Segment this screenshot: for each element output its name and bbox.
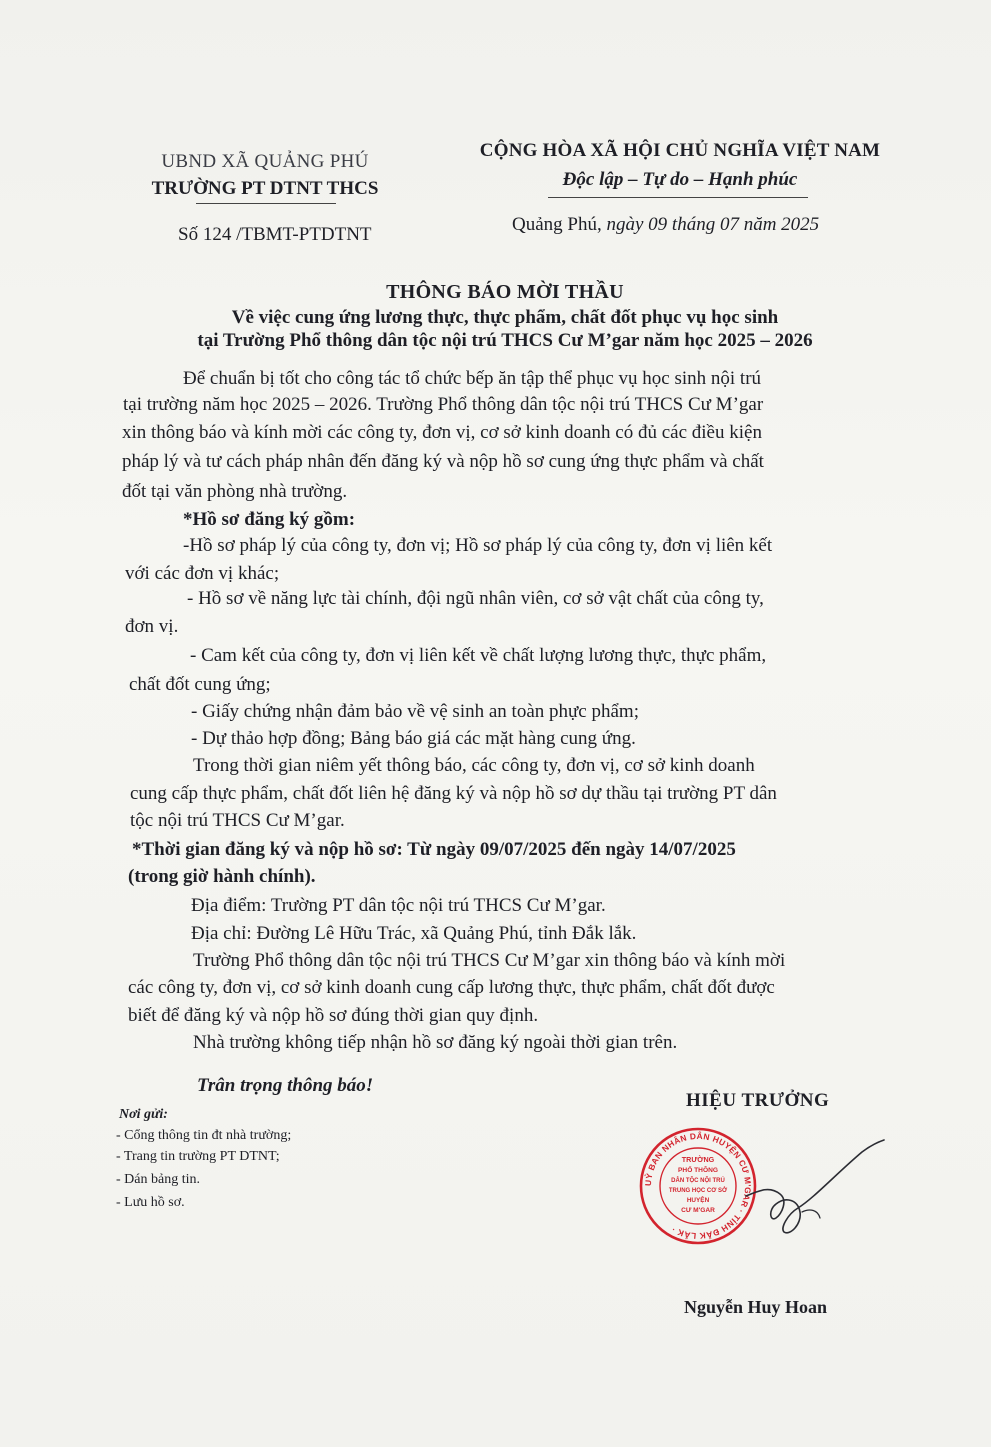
issuing-authority-block [100, 148, 430, 202]
date-value: ngày 09 tháng 07 năm 2025 [601, 214, 820, 235]
seal-center-line: CƯ M'GAR [681, 1207, 715, 1214]
invite-line: biết để đăng ký và nộp hồ sơ đúng thời gian quy định. [128, 1005, 539, 1026]
seal-center-line: HUYỆN [686, 1197, 710, 1204]
recipient-item: - Lưu hồ sơ. [116, 1195, 185, 1210]
recipients-title: Nơi gửi: [119, 1107, 168, 1122]
document-title: THÔNG BÁO MỜI THẦU [386, 281, 624, 303]
dossier-line: đơn vị. [125, 616, 179, 637]
address-line: Địa chỉ: Đường Lê Hữu Trác, xã Quảng Phú, tỉnh Đắk lắk. [191, 923, 637, 944]
national-header-block [430, 136, 930, 194]
invite-line: Trường Phổ thông dân tộc nội trú THCS Cư M’gar xin thông báo và kính mời [193, 950, 786, 971]
seal-center-line: DÂN TỘC NỘI TRÚ [671, 1178, 725, 1184]
seal-center-line: TRƯỜNG [681, 1155, 715, 1164]
dossier-line: - Giấy chứng nhận đảm bảo về vệ sinh an toàn phực phẩm; [191, 701, 639, 722]
closing-greeting: Trân trọng thông báo! [197, 1075, 374, 1096]
recipient-item: - Dán bảng tin. [116, 1172, 200, 1187]
handwritten-signature [740, 1138, 890, 1258]
dossier-line: - Cam kết của công ty, đơn vị liên kết về chất lượng lương thực, thực phẩm, [190, 645, 767, 666]
school-name: TRƯỜNG PT DTNT THCS [151, 178, 379, 199]
seal-center-line: TRUNG HỌC CƠ SỞ [668, 1188, 728, 1194]
recipient-item: - Trang tin trường PT DTNT; [116, 1149, 280, 1164]
submission-time-line: (trong giờ hành chính). [128, 866, 316, 887]
dossier-line: với các đơn vị khác; [125, 563, 280, 584]
signer-title: HIỆU TRƯỞNG [686, 1090, 830, 1111]
intro-line: Để chuẩn bị tốt cho công tác tổ chức bếp ăn tập thể phục vụ học sinh nội trú [183, 368, 762, 389]
intro-line: xin thông báo và kính mời các công ty, đơn vị, cơ sở kinh doanh có đủ các điều kiện [122, 422, 762, 443]
seal-center-line: PHỔ THÔNG [678, 1167, 718, 1174]
posting-line: cung cấp thực phẩm, chất đốt liên hệ đăng ký và nộp hồ sơ dự thầu tại trường PT dân [130, 783, 777, 804]
intro-line: tại trường năm học 2025 – 2026. Trường Phổ thông dân tộc nội trú THCS Cư M’gar [123, 394, 764, 415]
submission-time-line: *Thời gian đăng ký và nộp hồ sơ: Từ ngày 09/07/2025 đến ngày 14/07/2025 [132, 839, 736, 860]
date-place: Quảng Phú, [512, 214, 602, 235]
national-motto: Độc lập – Tự do – Hạnh phúc [562, 169, 798, 190]
document-subtitle-line: Về việc cung ứng lương thực, thực phẩm, chất đốt phục vụ học sinh [231, 307, 779, 328]
location-line: Địa điểm: Trường PT dân tộc nội trú THCS Cư M’gar. [191, 895, 606, 916]
final-note: Nhà trường không tiếp nhận hồ sơ đăng ký ngoài thời gian trên. [193, 1032, 678, 1053]
date-line [512, 214, 819, 236]
document-number: Số 124 /TBMT-PTDTNT [178, 224, 372, 245]
dossier-line: chất đốt cung ứng; [129, 674, 271, 695]
agency-name: UBND XÃ QUẢNG PHÚ [161, 151, 369, 172]
dossier-line: - Hồ sơ về năng lực tài chính, đội ngũ nhân viên, cơ sở vật chất của công ty, [187, 588, 764, 609]
posting-line: Trong thời gian niêm yết thông báo, các công ty, đơn vị, cơ sở kinh doanh [193, 755, 755, 776]
dossier-line: -Hồ sơ pháp lý của công ty, đơn vị; Hồ sơ pháp lý của công ty, đơn vị liên kết [183, 535, 773, 556]
signer-name: Nguyễn Huy Hoan [684, 1297, 828, 1317]
seal-outer-ring [641, 1129, 755, 1243]
posting-line: tộc nội trú THCS Cư M’gar. [130, 810, 345, 831]
national-title: CỘNG HÒA XÃ HỘI CHỦ NGHĨA VIỆT NAM [479, 140, 881, 161]
intro-line: pháp lý và tư cách pháp nhân đến đăng ký và nộp hồ sơ cung ứng thực phẩm và chất [122, 451, 764, 472]
motto-underline [548, 197, 808, 198]
invite-line: các công ty, đơn vị, cơ sở kinh doanh cung cấp lương thực, thực phẩm, chất đốt được [128, 977, 775, 998]
dossier-line: - Dự thảo hợp đồng; Bảng báo giá các mặt hàng cung ứng. [191, 728, 636, 749]
intro-line: đốt tại văn phòng nhà trường. [122, 481, 348, 502]
authority-underline [196, 203, 336, 204]
recipient-item: - Cổng thông tin đt nhà trường; [116, 1128, 292, 1143]
dossier-heading: *Hồ sơ đăng ký gồm: [183, 509, 356, 530]
seal-ring-text-path: UỶ BAN NHÂN DÂN HUYỆN CƯ M'GAR · TỈNH ĐẮK LẮK · [642, 1130, 754, 1242]
document-subtitle-line: tại Trường Phổ thông dân tộc nội trú THCS Cư M’gar năm học 2025 – 2026 [197, 330, 813, 351]
